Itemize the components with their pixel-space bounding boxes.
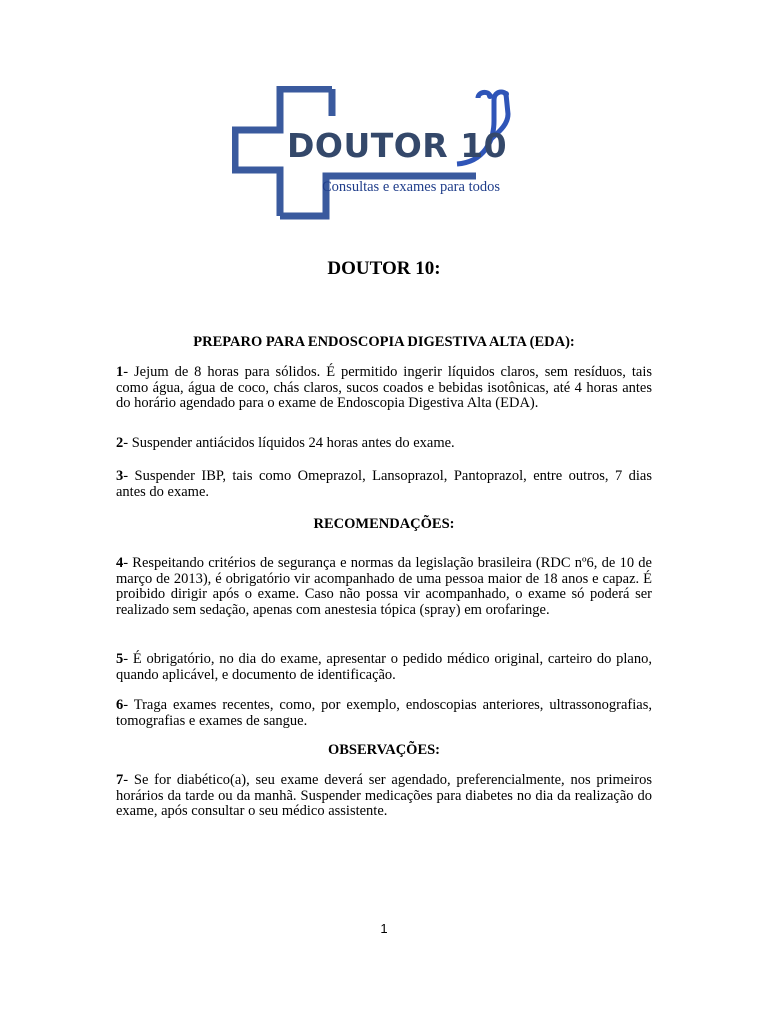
logo-name: DOUTOR 10 xyxy=(287,126,508,165)
item-text: - Jejum de 8 horas para sólidos. É permitido ingerir líquidos claros, sem resíduos, tais como água, água de coco, chás claros, sucos coados e bebidas isotônicas, até 4 horas antes do horário agendado para o exame de Endoscopia Digestiva Alta (EDA). xyxy=(116,364,652,411)
document-title: DOUTOR 10: xyxy=(327,258,441,279)
list-item xyxy=(116,556,652,618)
item-number: 1 xyxy=(116,364,124,380)
logo-tagline: Consultas e exames para todos xyxy=(322,179,500,195)
item-text: - Se for diabético(a), seu exame deverá ser agendado, preferencialmente, nos primeiros horários da tarde ou da manhã. Suspender medicações para diabetes no dia da realização do exame, após consultar o seu médico assistente. xyxy=(116,772,652,819)
list-item xyxy=(116,652,652,683)
item-number: 3 xyxy=(116,468,124,484)
section-heading-recomendacoes: RECOMENDAÇÕES: xyxy=(313,516,455,532)
doutor10-logo xyxy=(232,86,522,220)
item-number: 6 xyxy=(116,697,124,713)
item-number: 5 xyxy=(116,651,124,667)
list-item xyxy=(116,469,652,500)
item-text: - Suspender antiácidos líquidos 24 horas antes do exame. xyxy=(123,435,455,451)
item-text: - Respeitando critérios de segurança e normas da legislação brasileira (RDC nº6, de 10 de março de 2013), é obrigatório vir acompanhado de uma pessoa maior de 18 anos e capaz. É proibido dirigir após o exame. Caso não possa vir acompanhado, o exame só poderá ser realizado sem sedação, apenas com anestesia tópica (spray) em orofaringe. xyxy=(116,555,652,618)
item-number: 7 xyxy=(116,772,124,788)
list-item xyxy=(116,698,652,729)
item-number: 4 xyxy=(116,555,124,571)
list-item xyxy=(116,436,652,452)
item-text: - É obrigatório, no dia do exame, apresentar o pedido médico original, carteiro do plano, quando aplicável, e documento de identificação. xyxy=(116,651,652,683)
list-item xyxy=(116,773,652,820)
item-text: - Traga exames recentes, como, por exemplo, endoscopias anteriores, ultrassonografias, tomografias e exames de sangue. xyxy=(116,697,652,729)
list-item xyxy=(116,365,652,412)
item-number: 2 xyxy=(116,435,124,451)
item-text: - Suspender IBP, tais como Omeprazol, Lansoprazol, Pantoprazol, entre outros, 7 dias antes do exame. xyxy=(116,468,652,500)
section-heading-preparo: PREPARO PARA ENDOSCOPIA DIGESTIVA ALTA (EDA): xyxy=(193,334,575,350)
page-number: 1 xyxy=(380,921,388,936)
section-heading-observacoes: OBSERVAÇÕES: xyxy=(327,742,441,758)
